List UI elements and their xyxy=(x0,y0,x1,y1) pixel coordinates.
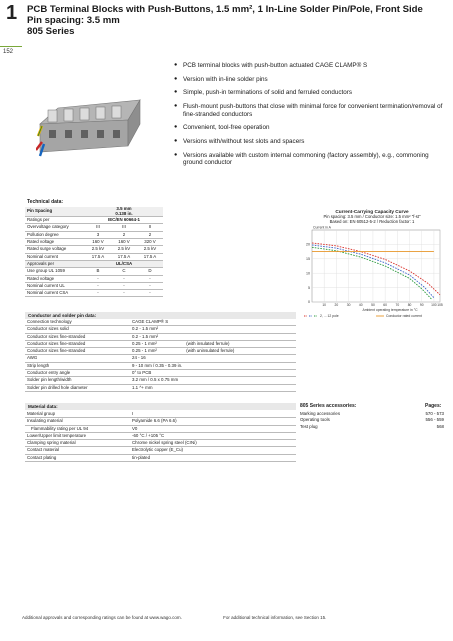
table-row: Solder pin length/width 3.2 mm / 0.5 x 0.75 mm xyxy=(25,377,296,384)
table-row: Nominal current UL - - - xyxy=(25,282,163,289)
table-row: Solder pin drilled hole diameter 1.1 ^+ mm xyxy=(25,384,296,391)
ratings-label: Ratings per xyxy=(25,217,85,224)
sidebar xyxy=(0,0,22,641)
pin-spacing-subtitle: Pin spacing: 3.5 mm xyxy=(27,15,120,26)
x-tick-label: 60 xyxy=(383,303,387,307)
table-row: Contact plating tin-plated xyxy=(25,454,296,461)
x-tick-label: 30 xyxy=(346,303,351,307)
pin-spacing-label: Pin Spacing xyxy=(25,207,85,217)
x-tick-label: 100 xyxy=(431,303,437,307)
plot-frame xyxy=(312,230,440,302)
chart-subtitle-2: Based on: EN 60512-5-2 / Reduction factor: 1 xyxy=(329,219,415,224)
table-row xyxy=(25,260,163,267)
approvals-value: UL/CSA xyxy=(85,260,163,267)
y-tick-label: 0 xyxy=(308,300,310,305)
table-row: Material group I xyxy=(25,411,296,418)
conductor-data-table xyxy=(25,319,296,392)
feature-item: ● Simple, push-in terminations of solid and ferruled conductors xyxy=(174,89,444,96)
page-footer xyxy=(22,615,366,620)
material-data-label: Material data: xyxy=(25,403,296,410)
table-row: Flammability rating per UL 94 V0 xyxy=(25,425,296,432)
table-row: Clamping spring material Chrome nickel spring steel (CrNi) xyxy=(25,440,296,447)
conductor-data-label: Conductor and solder pin data: xyxy=(25,312,296,319)
accessory-link[interactable]: Marking accessories xyxy=(300,411,341,416)
y-axis-label: Current in A xyxy=(313,225,331,230)
x-tick-label: 90 xyxy=(419,303,424,307)
table-row: Nominal current CSA - - - xyxy=(25,290,163,297)
feature-item: ● Flush-mount push-buttons that close with minimal force for convenient termination/removal of fine-stranded conductors xyxy=(174,103,444,118)
table-row: Contact material Electrolytic copper (E_Cu) xyxy=(25,447,296,454)
table-row: Insulating material Polyamide 6.6 (PA 6.6) xyxy=(25,418,296,425)
series-subtitle: 805 Series xyxy=(27,26,75,37)
feature-item: ● Versions with/without test slots and spacers xyxy=(174,138,444,145)
accessories-label: 805 Series accessories: xyxy=(300,403,357,409)
technical-data-label: Technical data: xyxy=(27,199,64,205)
table-row: Overvoltage category III III II xyxy=(25,224,163,231)
chart-title: Current-Carrying Capacity Curve xyxy=(335,209,409,214)
table-row: Conductor sizes fine-stranded 0.2 - 1.5 mm² xyxy=(25,333,296,340)
chart-subtitle-1: Pin spacing: 3.5 mm / Conductor size: 1.5 mm² "f-st" xyxy=(323,214,421,219)
feature-item: ● Versions available with custom internal commoning (factory assembly), e.g., commoning ground conductor xyxy=(174,152,444,167)
x-tick-label: 20 xyxy=(334,303,339,307)
y-tick-label: 5 xyxy=(308,285,310,290)
ratings-standard: IEC/EN 60664-1 xyxy=(85,217,163,224)
page-title: PCB Terminal Blocks with Push-Buttons, 1.5 mm², 1 In-Line Solder Pin/Pole, Front Side xyxy=(27,4,423,15)
x-axis-label: Ambient operating temperature in °C xyxy=(362,308,418,312)
table-row: Conductor entry angle 0° to PCB xyxy=(25,370,296,377)
table-row: Rated voltage 160 V 160 V 320 V xyxy=(25,239,163,246)
page-number: 152 xyxy=(3,49,14,55)
footer-technical-note[interactable]: For additional technical information, see Section 15. xyxy=(223,615,327,620)
series-line xyxy=(312,243,440,295)
table-row: Use group UL 1059 B C D xyxy=(25,268,163,275)
table-row: Lower/Upper limit temperature -60 °C / +105 °C xyxy=(25,432,296,439)
table-row: Conductor sizes fine-stranded 0.25 - 1 mm² (with uninsulated ferrule) xyxy=(25,348,296,355)
approvals-label: Approvals per xyxy=(25,260,85,267)
y-tick-label: 20 xyxy=(306,242,310,247)
x-tick-label: 40 xyxy=(358,303,363,307)
chart-plot xyxy=(298,224,446,326)
legend-poles: 2, ... 12 pole xyxy=(320,314,339,318)
feature-item: ● Convenient, tool-free operation xyxy=(174,124,444,131)
current-capacity-chart xyxy=(298,209,446,327)
terminal-block-image xyxy=(36,80,146,160)
pin-spacing-value: 3.5 mm 0.138 in. xyxy=(85,207,163,217)
footer-approvals-note[interactable]: Additional approvals and corresponding ratings can be found at www.wago.com. xyxy=(22,615,182,620)
table-row: Operating tools 556 - 559 xyxy=(300,417,444,423)
accessories-table xyxy=(298,411,446,430)
chapter-number: 1 xyxy=(6,2,18,24)
technical-data-table xyxy=(25,207,163,297)
table-row: Conductor sizes fine-stranded 0.25 - 1 mm² (with insulated ferrule) xyxy=(25,340,296,347)
page-header xyxy=(27,4,447,37)
x-tick-label: 80 xyxy=(407,303,412,307)
accessory-link[interactable]: Operating tools xyxy=(300,417,330,423)
table-row: Pollution degree 3 2 2 xyxy=(25,231,163,238)
table-row: Conductor sizes solid 0.2 - 1.5 mm² xyxy=(25,326,296,333)
table-row: Marking accessories 570 - 573 xyxy=(300,411,444,416)
table-row: Strip length 9 - 10 mm / 0.35 - 0.39 in. xyxy=(25,362,296,369)
legend-rated: Conductor rated current xyxy=(386,314,422,318)
y-tick-label: 10 xyxy=(306,271,310,276)
feature-item: ● PCB terminal blocks with push-button actuated CAGE CLAMP® S xyxy=(174,62,444,69)
table-row: Test plug 568 xyxy=(300,423,444,429)
x-tick-label: 50 xyxy=(371,303,375,307)
table-row: AWG 24 - 16 xyxy=(25,355,296,362)
table-row xyxy=(25,207,163,217)
x-tick-label: 70 xyxy=(395,303,400,307)
accessories-pages-label: Pages: xyxy=(425,403,442,409)
table-row: Rated surge voltage 2.5 kV 2.5 kV 2.5 kV xyxy=(25,246,163,253)
material-data-table xyxy=(25,411,296,462)
x-tick-label: 10 xyxy=(322,303,327,307)
feature-list xyxy=(174,62,444,173)
table-row: Connection technology CAGE CLAMP® S xyxy=(25,319,296,326)
accessory-link[interactable]: Test plug xyxy=(300,423,318,429)
feature-item: ● Version with in-line solder pins xyxy=(174,76,444,83)
table-row xyxy=(25,217,163,224)
table-row: Nominal current 17.5 A 17.5 A 17.5 A xyxy=(25,253,163,260)
table-row: Rated voltage - - - xyxy=(25,275,163,282)
y-tick-label: 15 xyxy=(306,257,310,261)
x-tick-label: 105 xyxy=(437,303,443,307)
